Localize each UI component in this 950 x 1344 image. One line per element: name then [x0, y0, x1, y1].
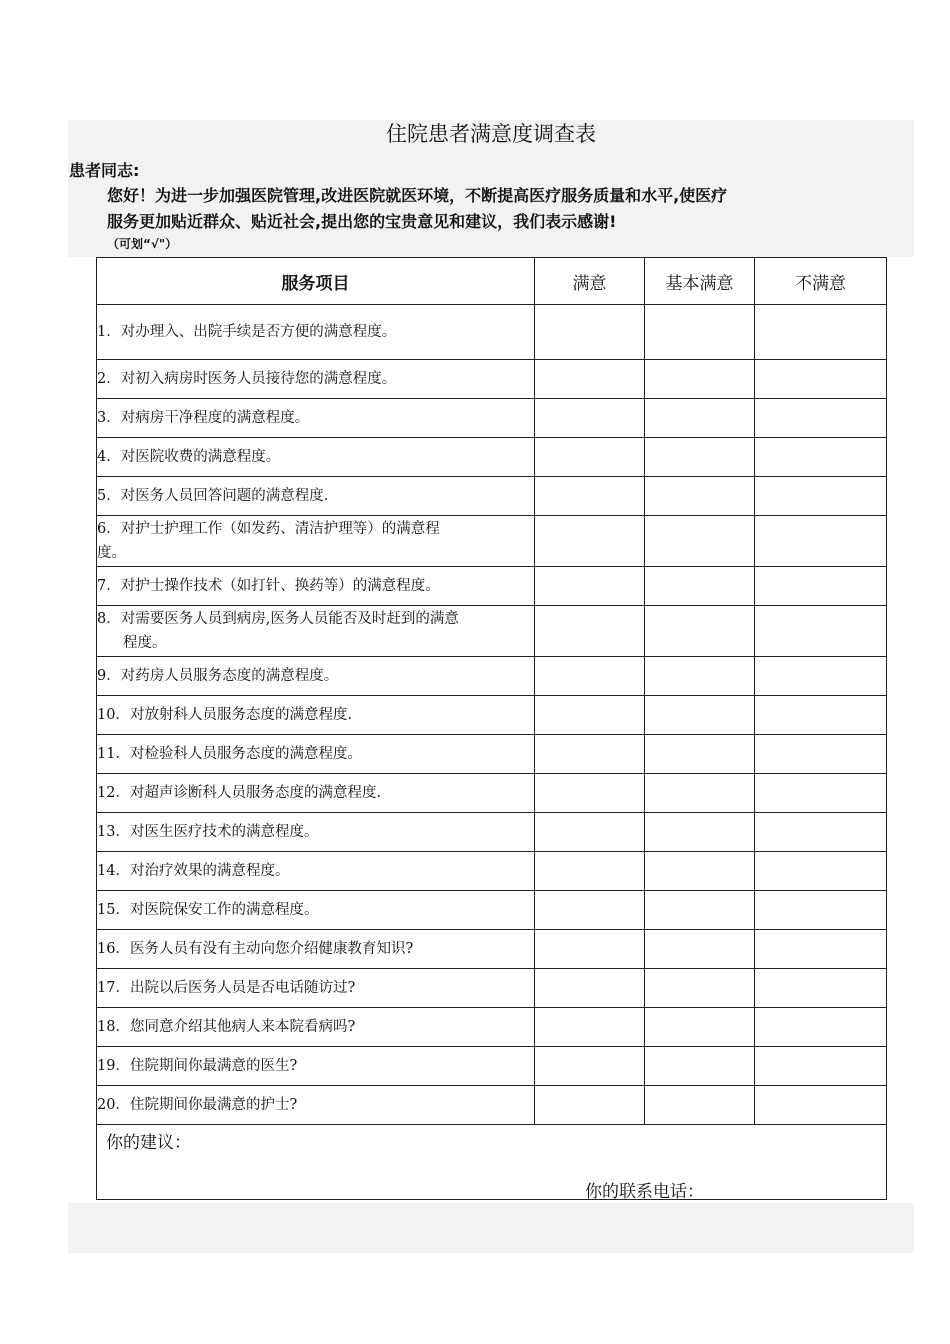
question-12: 12．对超声诊断科人员服务态度的满意程度. — [97, 774, 535, 813]
table-row — [97, 930, 887, 969]
unsatisfied-cell[interactable] — [755, 891, 887, 930]
basic-satisfied-cell[interactable] — [645, 438, 755, 477]
suggestion-label: 你的建议： — [106, 1133, 191, 1153]
question-8 — [97, 606, 535, 657]
basic-satisfied-cell[interactable] — [645, 606, 755, 657]
question-13: 13．对医生医疗技术的满意程度。 — [97, 813, 535, 852]
question-5: 5．对医务人员回答问题的满意程度. — [97, 477, 535, 516]
satisfied-cell[interactable] — [535, 399, 645, 438]
question-11: 11．对检验科人员服务态度的满意程度。 — [97, 735, 535, 774]
basic-satisfied-cell[interactable] — [645, 1047, 755, 1086]
table-row — [97, 1086, 887, 1125]
basic-satisfied-cell[interactable] — [645, 360, 755, 399]
unsatisfied-cell[interactable] — [755, 813, 887, 852]
question-20: 20．住院期间你最满意的护士? — [97, 1086, 535, 1125]
question-18: 18．您同意介绍其他病人来本院看病吗? — [97, 1008, 535, 1047]
question-1: 1．对办理入、出院手续是否方便的满意程度。 — [97, 305, 535, 360]
question-6-line-1: 6．对护士护理工作（如发药、清洁护理等）的满意程 — [97, 521, 440, 537]
question-10: 10．对放射科人员服务态度的满意程度. — [97, 696, 535, 735]
unsatisfied-cell[interactable] — [755, 774, 887, 813]
satisfied-cell[interactable] — [535, 438, 645, 477]
satisfied-cell[interactable] — [535, 774, 645, 813]
basic-satisfied-cell[interactable] — [645, 567, 755, 606]
question-6-line-2: 度。 — [97, 545, 126, 561]
unsatisfied-cell[interactable] — [755, 930, 887, 969]
intro-paragraph — [107, 183, 877, 235]
satisfied-cell[interactable] — [535, 477, 645, 516]
basic-satisfied-cell[interactable] — [645, 1086, 755, 1125]
header-basic-satisfied: 基本满意 — [645, 258, 755, 305]
table-row — [97, 657, 887, 696]
header-row — [97, 258, 887, 305]
question-9: 9．对药房人员服务态度的满意程度。 — [97, 657, 535, 696]
satisfied-cell[interactable] — [535, 969, 645, 1008]
unsatisfied-cell[interactable] — [755, 477, 887, 516]
unsatisfied-cell[interactable] — [755, 305, 887, 360]
table-row — [97, 438, 887, 477]
phone-label: 你的联系电话： — [585, 1182, 704, 1202]
question-17: 17．出院以后医务人员是否电话随访过? — [97, 969, 535, 1008]
satisfied-cell[interactable] — [535, 1047, 645, 1086]
basic-satisfied-cell[interactable] — [645, 399, 755, 438]
question-15: 15．对医院保安工作的满意程度。 — [97, 891, 535, 930]
satisfied-cell[interactable] — [535, 567, 645, 606]
satisfied-cell[interactable] — [535, 606, 645, 657]
satisfied-cell[interactable] — [535, 1086, 645, 1125]
basic-satisfied-cell[interactable] — [645, 305, 755, 360]
satisfied-cell[interactable] — [535, 696, 645, 735]
satisfied-cell[interactable] — [535, 1008, 645, 1047]
basic-satisfied-cell[interactable] — [645, 477, 755, 516]
table-row — [97, 696, 887, 735]
question-19: 19．住院期间你最满意的医生? — [97, 1047, 535, 1086]
table-row — [97, 735, 887, 774]
salutation: 患者同志: — [69, 161, 140, 180]
suggestion-area[interactable] — [97, 1125, 887, 1200]
unsatisfied-cell[interactable] — [755, 735, 887, 774]
basic-satisfied-cell[interactable] — [645, 1008, 755, 1047]
unsatisfied-cell[interactable] — [755, 852, 887, 891]
question-16: 16．医务人员有没有主动向您介绍健康教育知识? — [97, 930, 535, 969]
intro-line-1: 您好！为进一步加强医院管理,改进医院就医环境，不断提高医疗服务质量和水平,使医疗 — [107, 186, 728, 205]
unsatisfied-cell[interactable] — [755, 399, 887, 438]
unsatisfied-cell[interactable] — [755, 1008, 887, 1047]
table-row — [97, 606, 887, 657]
basic-satisfied-cell[interactable] — [645, 891, 755, 930]
basic-satisfied-cell[interactable] — [645, 516, 755, 567]
satisfied-cell[interactable] — [535, 930, 645, 969]
question-4: 4．对医院收费的满意程度。 — [97, 438, 535, 477]
intro-line-2: 服务更加贴近群众、贴近社会,提出您的宝贵意见和建议，我们表示感谢! — [107, 212, 617, 231]
unsatisfied-cell[interactable] — [755, 696, 887, 735]
table-row — [97, 360, 887, 399]
satisfied-cell[interactable] — [535, 813, 645, 852]
satisfied-cell[interactable] — [535, 891, 645, 930]
table-row — [97, 477, 887, 516]
question-8-line-2: 程度。 — [123, 635, 167, 651]
question-14: 14．对治疗效果的满意程度。 — [97, 852, 535, 891]
unsatisfied-cell[interactable] — [755, 1047, 887, 1086]
satisfied-cell[interactable] — [535, 360, 645, 399]
header-service-item: 服务项目 — [97, 258, 535, 305]
basic-satisfied-cell[interactable] — [645, 813, 755, 852]
basic-satisfied-cell[interactable] — [645, 969, 755, 1008]
table-row — [97, 399, 887, 438]
table-row — [97, 516, 887, 567]
unsatisfied-cell[interactable] — [755, 969, 887, 1008]
table-row — [97, 813, 887, 852]
marking-note: （可划“√"） — [107, 237, 178, 251]
table-row — [97, 891, 887, 930]
question-7: 7．对护士操作技术（如打针、换药等）的满意程度。 — [97, 567, 535, 606]
unsatisfied-cell[interactable] — [755, 657, 887, 696]
page-title: 住院患者满意度调查表 — [386, 122, 596, 146]
header-unsatisfied: 不满意 — [755, 258, 887, 305]
basic-satisfied-cell[interactable] — [645, 696, 755, 735]
header-satisfied: 满意 — [535, 258, 645, 305]
basic-satisfied-cell[interactable] — [645, 930, 755, 969]
table-row — [97, 1047, 887, 1086]
unsatisfied-cell[interactable] — [755, 516, 887, 567]
basic-satisfied-cell[interactable] — [645, 774, 755, 813]
satisfied-cell[interactable] — [535, 305, 645, 360]
basic-satisfied-cell[interactable] — [645, 852, 755, 891]
suggestion-row — [97, 1125, 887, 1200]
footer-band — [68, 1203, 914, 1253]
question-2: 2．对初入病房时医务人员接待您的满意程度。 — [97, 360, 535, 399]
unsatisfied-cell[interactable] — [755, 360, 887, 399]
unsatisfied-cell[interactable] — [755, 438, 887, 477]
question-3: 3．对病房干净程度的满意程度。 — [97, 399, 535, 438]
table-row — [97, 969, 887, 1008]
table-row — [97, 774, 887, 813]
satisfied-cell[interactable] — [535, 852, 645, 891]
satisfied-cell[interactable] — [535, 657, 645, 696]
basic-satisfied-cell[interactable] — [645, 735, 755, 774]
question-6 — [97, 516, 535, 567]
unsatisfied-cell[interactable] — [755, 606, 887, 657]
unsatisfied-cell[interactable] — [755, 1086, 887, 1125]
table-row — [97, 567, 887, 606]
survey-table — [96, 257, 887, 1200]
question-8-line-1: 8．对需要医务人员到病房,医务人员能否及时赶到的满意 — [97, 611, 459, 627]
satisfied-cell[interactable] — [535, 735, 645, 774]
basic-satisfied-cell[interactable] — [645, 657, 755, 696]
unsatisfied-cell[interactable] — [755, 567, 887, 606]
table-row — [97, 852, 887, 891]
satisfied-cell[interactable] — [535, 516, 645, 567]
table-row — [97, 305, 887, 360]
table-row — [97, 1008, 887, 1047]
